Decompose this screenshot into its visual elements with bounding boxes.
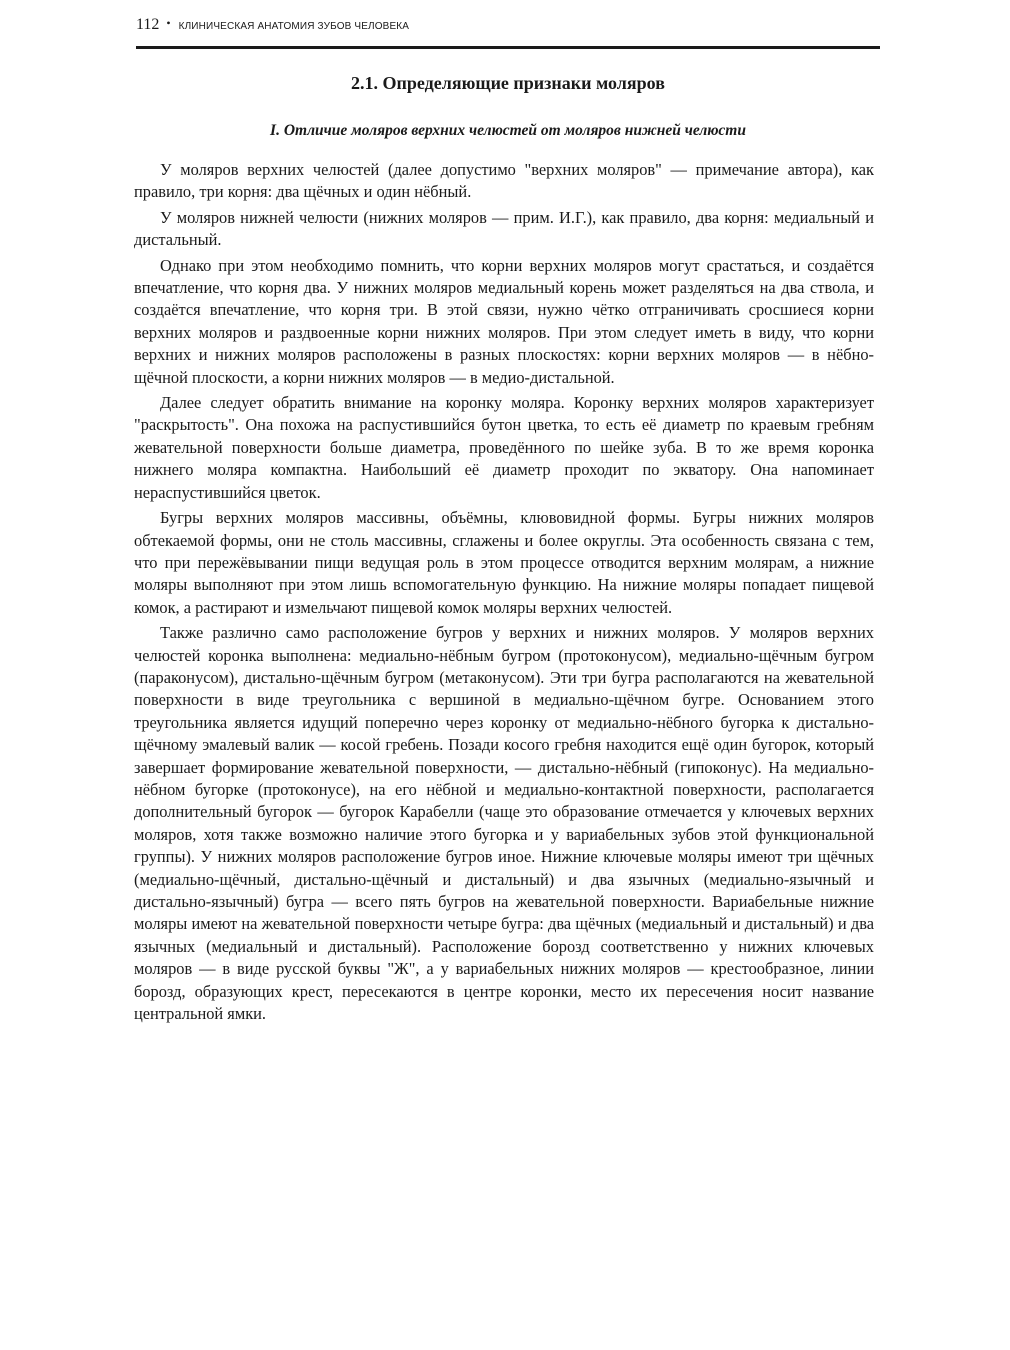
paragraph-2: У моляров нижней челюсти (нижних моляров — прим. И.Г.), как правило, два корня: медиальный и дистальный.	[134, 207, 874, 250]
paragraph-4: Далее следует обратить внимание на коронку моляра. Коронку верхних моляров характеризует "раскрытость". Она похожа на распустившийся бутон цветка, то есть её диаметр по краевым гребням жевательной поверхности больше диаметра, проведённого по шейке зуба. В то же время коронка нижнего моляра компактна. Наибольший её диаметр проходит по экватору. Она напоминает нераспустившийся цветок.	[134, 393, 874, 502]
paragraph-5: Бугры верхних моляров массивны, объёмны, клювовидной формы. Бугры нижних моляров обтекаемой формы, они не столь массивны, сглажены и более округлы. Эта особенность связана с тем, что при пережёвывании пищи ведущая роль в этом процессе отводится верхним молярам, а нижние моляры выполняют при этом лишь вспомогательную функцию. На нижние моляры попадает пищевой комок, а растирают и измельчают пищевой комок моляры верхних челюстей.	[134, 508, 874, 617]
body-text	[134, 159, 874, 1028]
running-header	[136, 16, 880, 38]
running-title: КЛИНИЧЕСКАЯ АНАТОМИЯ ЗУБОВ ЧЕЛОВЕКА	[178, 21, 410, 32]
paragraph-3: Однако при этом необходимо помнить, что корни верхних моляров могут срастаться, и создаётся впечатление, что корня два. У нижних моляров медиальный корень может разделяться на два ствола, и создаётся впечатление, что корня три. В этой связи, нужно чётко отграничивать сросшиеся корни верхних моляров и раздвоенные корни нижних моляров. При этом следует иметь в виду, что корни верхних и нижних моляров расположены в разных плоскостях: корни верхних моляров — в нёбно-щёчной плоскости, а корни нижних моляров — в медио-дистальной.	[134, 255, 874, 387]
page-number: 112	[136, 16, 160, 33]
paragraph-6: Также различно само расположение бугров у верхних и нижних моляров. У моляров верхних челюстей коронка выполнена: медиально-нёбным бугром (протоконусом), медиально-щёчным бугром (параконусом), дистально-щёчным бугром (метаконусом). Эти три бугра располагаются на жевательной поверхности в виде треугольника с вершиной в медиально-щёчном бугре. Основанием этого треугольника является идущий поперечно через коронку от медиально-нёбного бугорка к дистально-щёчному эмалевый валик — косой гребень. Позади косого гребня находится ещё один бугорок, который завершает формирование жевательной поверхности, — дистально-нёбный (гипоконус). На медиально-нёбном бугорке (протоконусе), на его нёбной и медиально-контактной поверхности, располагается дополнительный бугорок — бугорок Карабелли (чаще это образование отмечается у ключевых верхних моляров, хотя также возможно наличие этого бугорка и у вариабельных зубов этой функциональной группы). У нижних моляров расположение бугров иное. Нижние ключевые моляры имеют три щёчных (медиально-щёчный, дистально-щёчный и дистальный) и два язычных (медиально-язычный и дистально-язычный) бугра — всего пять бугров на жевательной поверхности. Вариабельные нижние моляры имеют на жевательной поверхности четыре бугра: два щёчных (медиальный и дистальный) и два язычных (медиальный и дистальный). Расположение борозд соответственно у нижних ключевых моляров — в виде русской буквы "Ж", а у вариабельных нижних моляров — крестообразное, линии борозд, образующих крест, пересекаются в центре коронки, место их пересечения носит название центральной ямки.	[134, 623, 874, 1024]
bullet-separator: •	[166, 16, 171, 30]
subsection-title: I. Отличие моляров верхних челюстей от моляров нижней челюсти	[270, 122, 746, 139]
header-rule	[136, 46, 880, 49]
section-title: 2.1. Определяющие признаки моляров	[351, 73, 665, 93]
paragraph-1: У моляров верхних челюстей (далее допустимо "верхних моляров" — примечание автора), как правило, три корня: два щёчных и один нёбный.	[134, 160, 874, 202]
